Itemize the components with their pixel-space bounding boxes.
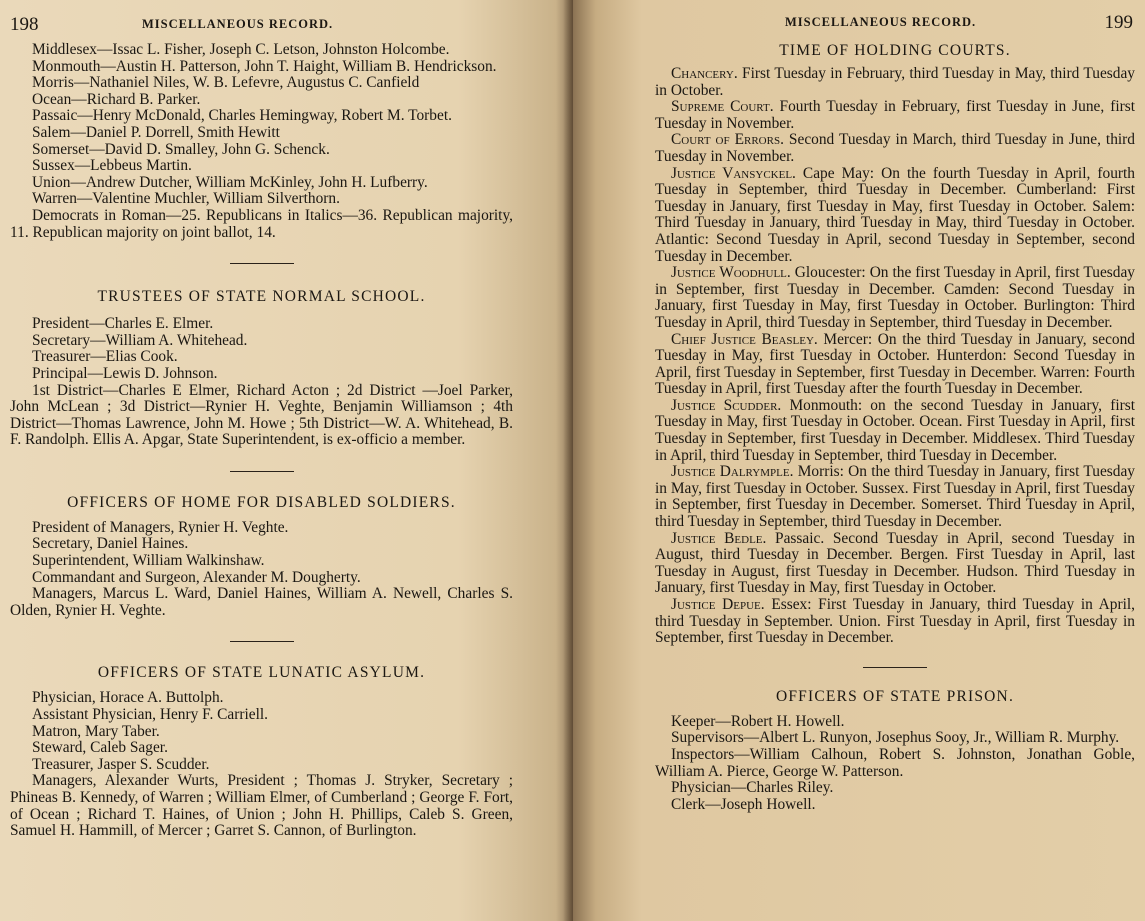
court-entry (655, 99, 1135, 132)
justice-name: Justice Vansyckel. (671, 164, 796, 182)
officer-line: Commandant and Surgeon, Alexander M. Dougherty. (32, 568, 361, 586)
managers-line: Managers, Alexander Wurts, President ; Thomas J. Stryker, Secretary ; Phineas B. Kennedy, of Warren ; William Elmer, of Cumberland ; George F. Fort, of Ocean ; Richard T. Haines, of Union ; John H. Phillips, Caleb S. Green, Samuel H. Hammill, of Mercer ; Garret S. Cannon, of Burlington. (10, 772, 513, 840)
officer-line: Matron, Mary Taber. (32, 722, 160, 740)
page-number: 199 (1104, 12, 1133, 33)
court-schedule-text: Mercer: On the third Tuesday in January, second Tuesday in May, first Tuesday in October. Hunterdon: Second Tuesday in April, first Tuesday in September, first Tuesday in December. Warren: Fourth Tuesday in April, first Tuesday after the fourth Tuesday in December. (655, 330, 1136, 398)
officer-line: Physician, Horace A. Buttolph. (32, 689, 224, 707)
court-schedule-text: Passaic. Second Tuesday in April, second Tuesday in August, third Tuesday in December. Bergen. First Tuesday in April, last Tuesday in August, first Tuesday in December. Hudson. Third Tuesday in January, first Tuesday in May, first Tuesday in October. (655, 529, 1135, 597)
court-entry (655, 531, 1135, 597)
officer-line: Principal—Lewis D. Johnson. (32, 364, 218, 382)
county-line: Warren—Valentine Muchler, William Silverthorn. (32, 190, 340, 208)
court-name: Chancery. (671, 65, 738, 82)
county-list (10, 42, 513, 241)
court-schedule-text: Morris: On the third Tuesday in January, first Tuesday in May, first Tuesday in October. Sussex. First Tuesday in April, first Tuesday in September, first Tuesday in December. Somerset. Third Tuesday in April, third Tuesday in September, third Tuesday in December. (655, 463, 1135, 531)
officer-line: Physician—Charles Riley. (671, 779, 834, 797)
officer-line: Superintendent, William Walkinshaw. (32, 552, 265, 570)
court-entry (655, 132, 1135, 165)
justice-name: Chief Justice Beasley. (671, 330, 818, 348)
district-trustees: 1st District—Charles E Elmer, Richard Acton ; 2d District —Joel Parker, John McLean ; 3d District—Rynier H. Veghte, Benjamin Williamson ; 4th District—Thomas Lawrence, John M. Howe ; 5th District—W. A. Whitehead, B. F. Randolph. Ellis A. Apgar, State Superintendent, is ex-officio a member. (10, 381, 513, 449)
justice-name: Justice Dalrymple. (671, 463, 794, 481)
court-entry (655, 66, 1135, 99)
running-title: MISCELLANEOUS RECORD. (785, 15, 977, 29)
left-running-head (10, 14, 513, 40)
court-schedule-text: Essex: First Tuesday in January, third Tuesday in April, third Tuesday in September. Union. First Tuesday in April, first Tuesday in September, first Tuesday in December. (655, 596, 1135, 647)
court-schedule-text: Gloucester: On the first Tuesday in April, first Tuesday in September, first Tuesday in December. Camden: Second Tuesday in January, first Tuesday in May, first Tuesday in October. Burlington: Third Tuesday in April, third Tuesday in September, third Tuesday in December. (655, 264, 1135, 331)
county-line: Passaic—Henry McDonald, Charles Hemingway, Robert M. Torbet. (32, 107, 452, 125)
right-page (573, 0, 1145, 921)
county-line: Union—Andrew Dutcher, William McKinley, John H. Lufberry. (32, 173, 428, 191)
officer-line: President—Charles E. Elmer. (32, 315, 214, 333)
justice-name: Justice Bedle. (671, 529, 767, 547)
court-name: Supreme Court. (671, 98, 774, 116)
officer-line: Keeper—Robert H. Howell. (671, 712, 845, 730)
lunatic-asylum-list (10, 689, 513, 840)
officer-line: President of Managers, Rynier H. Veghte. (32, 518, 289, 536)
county-line: Morris—Nathaniel Niles, W. B. Lefevre, Augustus C. Canfield (32, 74, 420, 92)
section-divider (230, 471, 294, 472)
officer-line: Secretary—William A. Whitehead. (32, 331, 248, 349)
county-line: Salem—Daniel P. Dorrell, Smith Hewitt (32, 123, 280, 141)
court-entry (655, 398, 1135, 464)
court-schedule-text: First Tuesday in February, third Tuesday in May, third Tuesday in October. (655, 65, 1135, 99)
officer-line: Inspectors—William Calhoun, Robert S. Johnston, Jonathan Goble, William A. Pierce, George W. Patterson. (655, 745, 1135, 780)
officer-line: Supervisors—Albert L. Runyon, Josephus Sooy, Jr., William R. Murphy. (671, 729, 1120, 747)
court-entry (655, 166, 1135, 266)
officer-line: Treasurer, Jasper S. Scudder. (32, 755, 210, 773)
party-summary: Democrats in Roman—25. Republicans in Italics—36. Republican majority, 11. Republican majority on joint ballot, 14. (10, 206, 513, 241)
officer-line: Treasurer—Elias Cook. (32, 348, 178, 366)
court-schedule-text: Fourth Tuesday in February, first Tuesday in June, first Tuesday in November. (655, 98, 1136, 132)
soldiers-home-list (10, 518, 513, 620)
court-name: Court of Errors. (671, 131, 784, 149)
officer-line: Assistant Physician, Henry F. Carriell. (32, 706, 269, 724)
state-prison-list (655, 712, 1135, 814)
right-running-head (655, 12, 1135, 38)
officer-line: Steward, Caleb Sager. (32, 739, 168, 757)
section-heading-lunatic-asylum: OFFICERS OF STATE LUNATIC ASYLUM. (97, 664, 426, 682)
county-line: Middlesex—Issac L. Fisher, Joseph C. Letson, Johnston Holcombe. (32, 41, 450, 58)
justice-name: Justice Depue. (671, 596, 765, 613)
court-schedule-text: Cape May: On the fourth Tuesday in April, fourth Tuesday in September, third Tuesday in December. Cumberland: First Tuesday in January, first Tuesday in May, first Tuesday in October. Salem: Third Tuesday in January, third Tuesday in May, third Tuesday in October. Atlantic: Second Tuesday in April, second Tuesday in September, second Tuesday in December. (655, 164, 1135, 265)
court-entry (655, 265, 1135, 331)
court-schedule-text: Second Tuesday in March, third Tuesday in June, third Tuesday in November. (655, 131, 1135, 165)
section-divider (230, 641, 294, 642)
court-schedule-text: Monmouth: on the second Tuesday in January, first Tuesday in May, first Tuesday in October. Ocean. First Tuesday in April, first Tuesday in September, first Tuesday in December. Middlesex. Third Tuesday in April, third Tuesday in September, third Tuesday in December. (655, 396, 1135, 464)
managers-line: Managers, Marcus L. Ward, Daniel Haines, William A. Newell, Charles S. Olden, Rynier H. Veghte. (10, 585, 513, 619)
section-heading-soldiers-home: OFFICERS OF HOME FOR DISABLED SOLDIERS. (67, 493, 456, 511)
officer-line: Clerk—Joseph Howell. (671, 795, 816, 813)
county-line: Ocean—Richard B. Parker. (32, 90, 201, 108)
court-entry (655, 332, 1135, 398)
county-line: Monmouth—Austin H. Patterson, John T. Haight, William B. Hendrickson. (32, 57, 497, 75)
court-entry (655, 597, 1135, 647)
section-heading-courts: TIME OF HOLDING COURTS. (779, 42, 1011, 59)
section-divider (863, 667, 927, 668)
county-line: Somerset—David D. Smalley, John G. Schenck. (32, 140, 330, 158)
justice-name: Justice Woodhull. (671, 264, 791, 282)
normal-school-list (10, 315, 513, 449)
section-divider (230, 263, 294, 264)
court-entry (655, 464, 1135, 530)
officer-line: Secretary, Daniel Haines. (32, 535, 189, 553)
county-line: Sussex—Lebbeus Martin. (32, 157, 192, 175)
justice-name: Justice Scudder. (671, 396, 782, 414)
running-title: MISCELLANEOUS RECORD. (142, 17, 334, 31)
page-number: 198 (10, 14, 39, 35)
section-heading-state-prison: OFFICERS OF STATE PRISON. (775, 687, 1015, 705)
section-heading-normal-school: TRUSTEES OF STATE NORMAL SCHOOL. (97, 288, 426, 306)
court-schedule (655, 66, 1135, 647)
